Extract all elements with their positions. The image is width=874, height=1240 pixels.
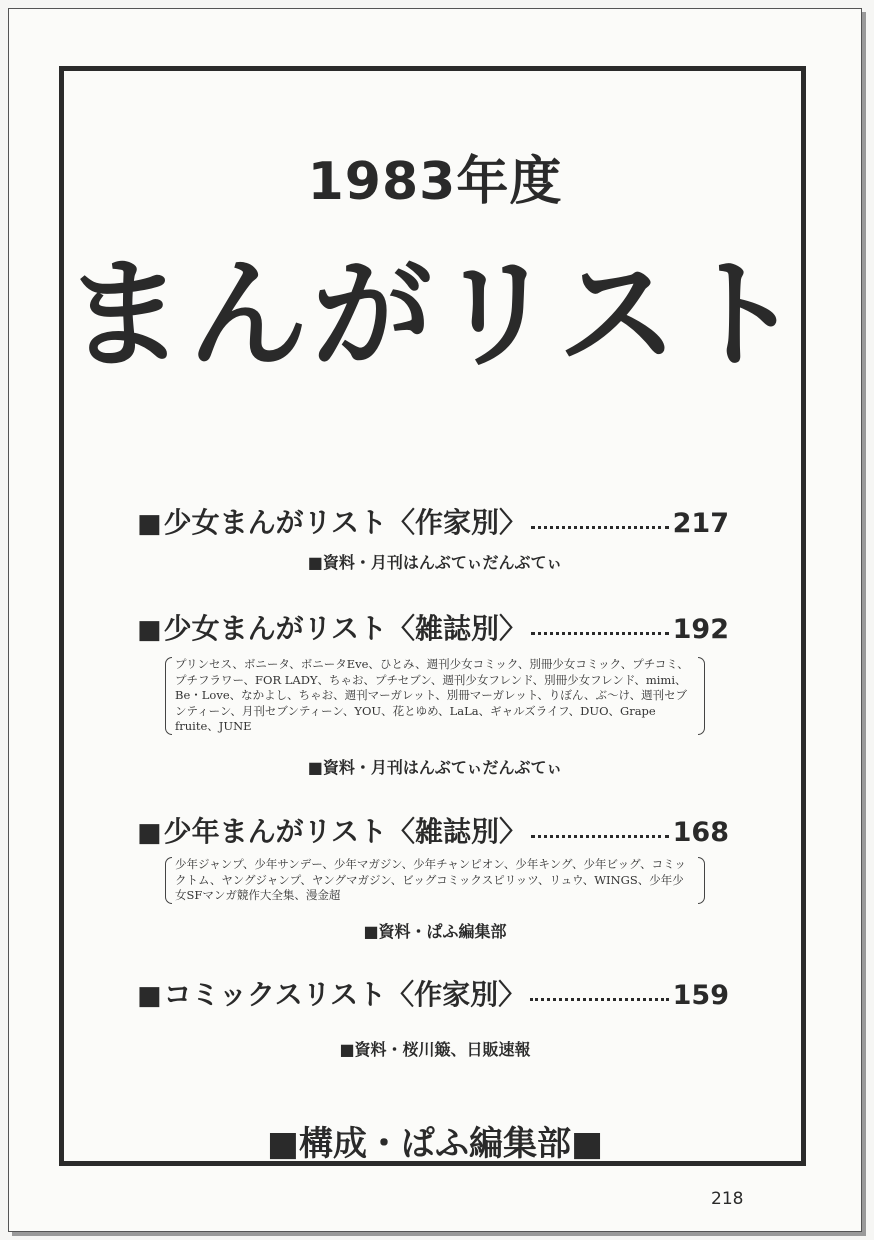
bullet-square-icon: ■ bbox=[137, 818, 162, 848]
toc-entry-label: 少女まんがリスト〈作家別〉 bbox=[163, 506, 528, 539]
toc-entry-label: 少女まんがリスト〈雑誌別〉 bbox=[163, 612, 528, 645]
bracket-left-icon bbox=[165, 657, 172, 735]
magazine-list-text: プリンセス、ボニータ、ボニータEve、ひとみ、週刊少女コミック、別冊少女コミック、プチコミ、プチフラワー、FOR LADY、ちゃお、プチセブン、週刊少女フレンド、別冊少女フレンド、mimi、Be・Love、なかよし、ちゃお、週刊マーガレット、別冊マーガレット、りぼん、ぶ～け、週刊セブンティーン、月刊セブンティーン、YOU、花とゆめ、LaLa、ギャルズライフ、DUO、Grape fruite、JUNE bbox=[175, 657, 689, 733]
main-title: まんがリスト bbox=[64, 246, 806, 385]
page-number: 218 bbox=[711, 1189, 744, 1209]
toc-entry-page: 217 bbox=[672, 508, 729, 539]
toc-entry-girls-by-author[interactable] bbox=[137, 501, 729, 541]
toc-entry-label: 少年まんがリスト〈雑誌別〉 bbox=[163, 815, 528, 848]
toc-entry-source: ■資料・月刊はんぶてぃだんぶてぃ bbox=[307, 553, 563, 572]
bullet-square-icon: ■ bbox=[137, 509, 162, 539]
dot-leader bbox=[530, 998, 668, 1001]
toc-entry-source: ■資料・桜川簸、日販速報 bbox=[339, 1040, 531, 1059]
bracket-right-icon bbox=[698, 857, 705, 904]
magazine-list bbox=[165, 857, 705, 904]
toc-entry-source: ■資料・ぱふ編集部 bbox=[363, 922, 507, 941]
toc-entry-boys-by-magazine[interactable] bbox=[137, 810, 729, 850]
dot-leader bbox=[531, 526, 669, 529]
dot-leader bbox=[531, 835, 669, 838]
credit-line: ■構成・ぱふ編集部■ bbox=[266, 1124, 604, 1164]
toc-entry-page: 192 bbox=[672, 614, 729, 645]
year-title: 1983年度 bbox=[307, 152, 563, 212]
dot-leader bbox=[531, 632, 669, 635]
magazine-list bbox=[165, 657, 705, 735]
bullet-square-icon: ■ bbox=[137, 615, 162, 645]
toc-entry-girls-by-magazine[interactable] bbox=[137, 607, 729, 647]
bullet-square-icon: ■ bbox=[137, 981, 162, 1011]
toc-entry-label: コミックスリスト〈作家別〉 bbox=[163, 978, 527, 1011]
toc-entry-comics-by-author[interactable] bbox=[137, 973, 729, 1013]
bracket-right-icon bbox=[698, 657, 705, 735]
page-sheet bbox=[8, 8, 862, 1232]
toc-entry-page: 159 bbox=[672, 980, 729, 1011]
bracket-left-icon bbox=[165, 857, 172, 904]
toc-entry-source: ■資料・月刊はんぶてぃだんぶてぃ bbox=[307, 758, 563, 777]
magazine-list-text: 少年ジャンプ、少年サンデー、少年マガジン、少年チャンピオン、少年キング、少年ビッグ、コミックトム、ヤングジャンプ、ヤングマガジン、ビッグコミックスピリッツ、リュウ、WINGS、少年少女SFマンガ競作大全集、漫金超 bbox=[175, 857, 686, 902]
toc-entry-page: 168 bbox=[672, 817, 729, 848]
